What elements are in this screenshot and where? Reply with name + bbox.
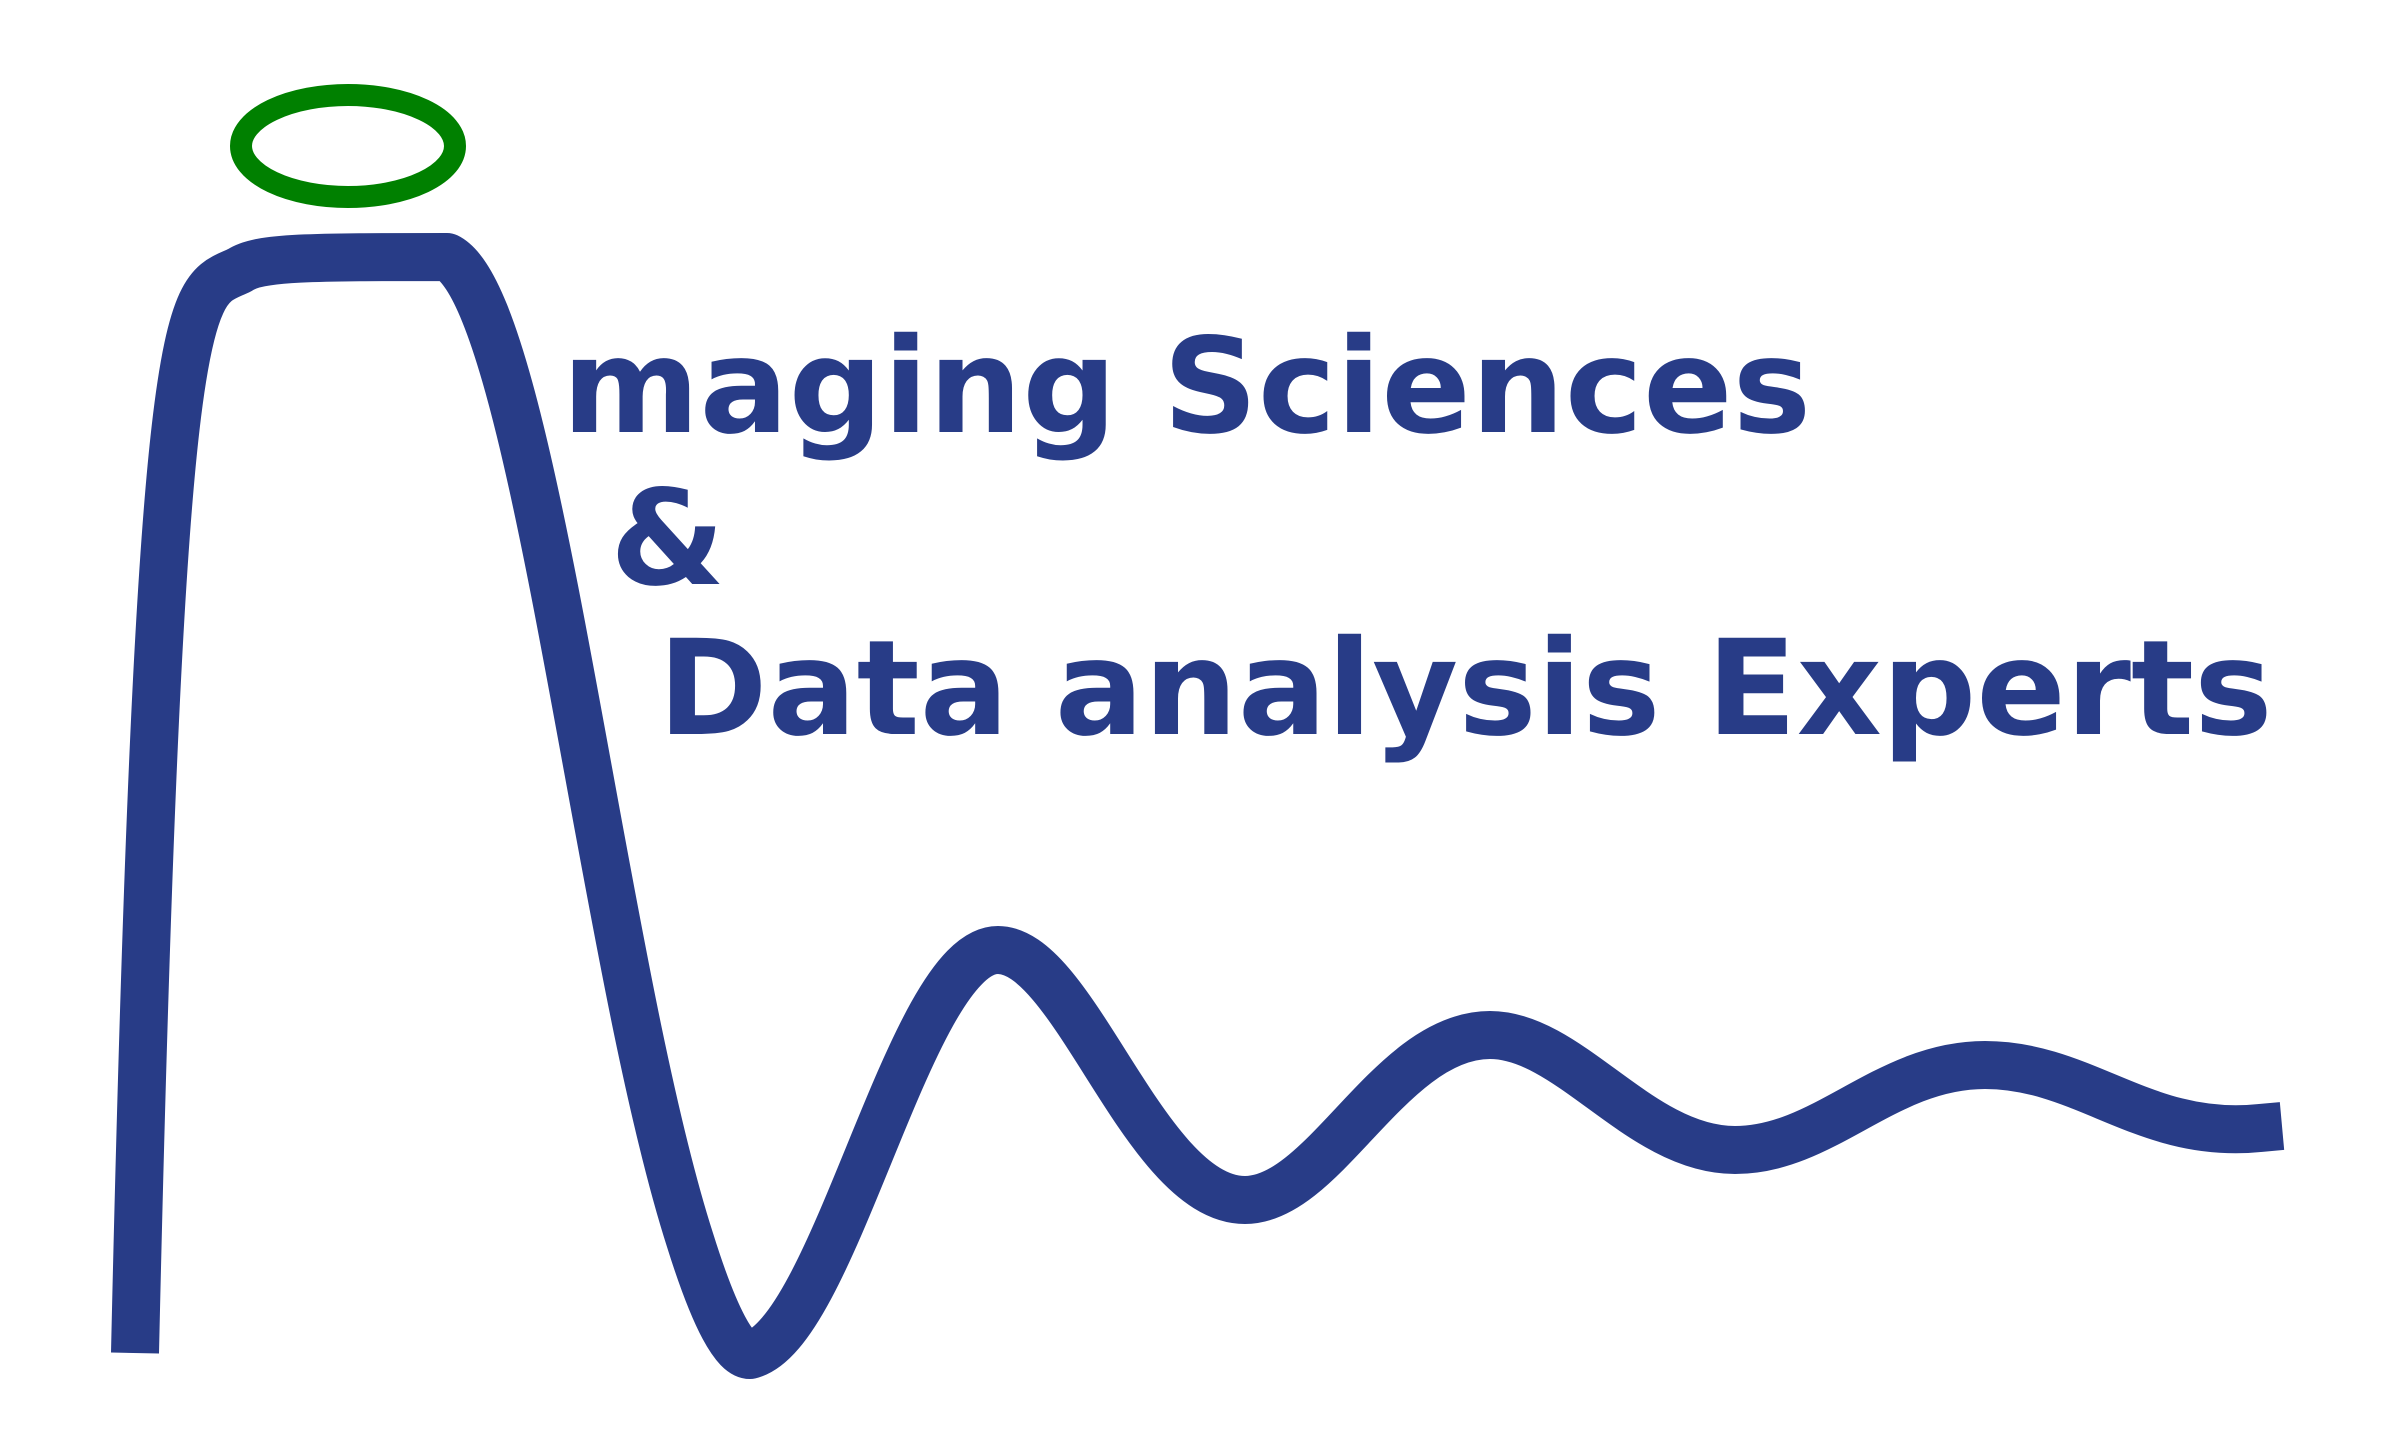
logo-line-ampersand: & — [610, 462, 726, 616]
logo-line-data-analysis-experts: Data analysis Experts — [658, 612, 2273, 766]
logo-line-imaging-sciences: maging Sciences — [562, 310, 1812, 464]
halo-ring — [241, 95, 455, 197]
